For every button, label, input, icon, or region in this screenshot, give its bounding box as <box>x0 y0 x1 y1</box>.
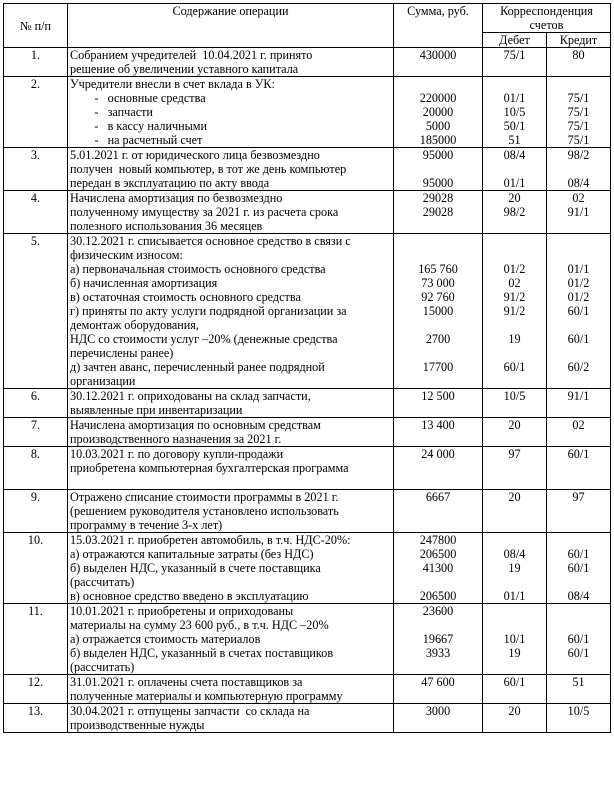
operation-line: Начислена амортизация по основным средствам <box>70 418 321 432</box>
credit-account: 01/1 <box>567 262 590 276</box>
operations-table <box>3 3 611 733</box>
credit-account <box>549 618 608 632</box>
amount-cell <box>394 191 483 234</box>
credit-account <box>549 77 608 91</box>
debit-account: 01/1 <box>503 91 526 105</box>
credit-cell <box>547 389 611 418</box>
row-number: 7. <box>30 418 41 432</box>
credit-account <box>549 219 608 233</box>
debit-account: 97 <box>508 447 521 461</box>
operation-line: Учредители внесли в счет вклада в УК: <box>70 77 275 91</box>
amount-value <box>396 718 480 732</box>
operation-line: производственные нужды <box>70 718 205 732</box>
operation-line: материалы на сумму 23 600 руб., в т.ч. НДС –20% <box>70 618 329 632</box>
credit-account <box>549 162 608 176</box>
row-number-cell <box>4 234 68 389</box>
debit-account: 02 <box>508 276 521 290</box>
amount-value <box>396 62 480 76</box>
credit-account <box>549 432 608 446</box>
row-number: 4. <box>30 191 41 205</box>
debit-account <box>485 346 544 360</box>
amount-value: 73 000 <box>421 276 455 290</box>
row-number: 6. <box>30 389 41 403</box>
credit-cell <box>547 191 611 234</box>
credit-account: 97 <box>572 490 585 504</box>
operation-line: получен новый компьютер, в тот же день компьютер <box>70 162 347 176</box>
credit-account: 75/1 <box>567 119 590 133</box>
operation-line: - на расчетный счет <box>70 133 203 147</box>
operation-line: Начислена амортизация по безвозмездно <box>70 191 283 205</box>
credit-account: 75/1 <box>567 105 590 119</box>
operation-line: (рассчитать) <box>70 575 135 589</box>
amount-value <box>396 234 480 248</box>
operation-content-cell <box>68 418 394 447</box>
credit-account: 01/2 <box>567 276 590 290</box>
debit-account: 10/1 <box>503 632 526 646</box>
credit-account: 08/4 <box>567 589 590 603</box>
debit-account <box>485 318 544 332</box>
operation-content-cell <box>68 533 394 604</box>
table-row <box>4 490 611 533</box>
debit-account: 10/5 <box>503 105 526 119</box>
operation-line: в) остаточная стоимость основного средства <box>70 290 301 304</box>
debit-account <box>485 432 544 446</box>
credit-cell <box>547 418 611 447</box>
debit-account <box>485 62 544 76</box>
amount-cell <box>394 447 483 490</box>
credit-account: 51 <box>572 675 585 689</box>
credit-account <box>549 533 608 547</box>
operation-content-cell <box>68 389 394 418</box>
row-number-cell <box>4 77 68 148</box>
row-number-cell <box>4 533 68 604</box>
row-number-cell <box>4 389 68 418</box>
operation-line: 10.03.2021 г. по договору купли-продажи <box>70 447 284 461</box>
amount-value <box>396 162 480 176</box>
amount-value: 165 760 <box>418 262 458 276</box>
debit-account: 91/2 <box>503 304 526 318</box>
credit-account <box>549 575 608 589</box>
credit-cell <box>547 148 611 191</box>
credit-account: 80 <box>572 48 585 62</box>
debit-account <box>485 689 544 703</box>
amount-cell <box>394 675 483 704</box>
debit-account <box>485 77 544 91</box>
operation-content-cell <box>68 48 394 77</box>
operation-line: передан в эксплуатацию по акту ввода <box>70 176 270 190</box>
credit-account: 91/1 <box>567 389 590 403</box>
amount-value: 24 000 <box>421 447 455 461</box>
amount-cell <box>394 418 483 447</box>
amount-value: 206500 <box>419 589 457 603</box>
operation-line: Отражено списание стоимости программы в 2021 г. <box>70 490 339 504</box>
amount-value <box>396 475 480 489</box>
amount-value: 92 760 <box>421 290 455 304</box>
credit-cell <box>547 704 611 733</box>
amount-cell <box>394 48 483 77</box>
amount-value: 430000 <box>419 48 457 62</box>
table-row <box>4 191 611 234</box>
credit-cell <box>547 48 611 77</box>
row-number-cell <box>4 48 68 77</box>
table-row <box>4 604 611 675</box>
amount-value <box>396 461 480 475</box>
amount-value <box>396 689 480 703</box>
amount-value: 15000 <box>422 304 454 318</box>
amount-value: 29028 <box>422 191 454 205</box>
operation-line: а) отражаются капитальные затраты (без НДС) <box>70 547 314 561</box>
amount-value: 41300 <box>422 561 454 575</box>
credit-account: 08/4 <box>567 176 590 190</box>
table-row <box>4 389 611 418</box>
debit-account: 08/4 <box>503 148 526 162</box>
amount-value <box>396 77 480 91</box>
debit-cell <box>483 704 547 733</box>
credit-account <box>549 718 608 732</box>
credit-account <box>549 660 608 674</box>
debit-account <box>485 475 544 489</box>
row-number-cell <box>4 148 68 191</box>
credit-account <box>549 374 608 388</box>
debit-account <box>485 718 544 732</box>
debit-account: 20 <box>508 191 521 205</box>
debit-account: 19 <box>508 561 521 575</box>
operations-body <box>4 48 611 733</box>
debit-account <box>485 374 544 388</box>
operations-sheet <box>3 3 610 733</box>
operation-line: Собранием учредителей 10.04.2021 г. принято <box>70 48 313 62</box>
operation-line: 5.01.2021 г. от юридического лица безвозмездно <box>70 148 320 162</box>
row-number: 12. <box>27 675 44 689</box>
operation-line: физическим износом: <box>70 248 183 262</box>
debit-cell <box>483 191 547 234</box>
amount-value <box>396 504 480 518</box>
credit-account <box>549 248 608 262</box>
operation-line: г) приняты по акту услуги подрядной организации за <box>70 304 347 318</box>
amount-value <box>396 346 480 360</box>
credit-account: 91/1 <box>567 205 590 219</box>
amount-value: 185000 <box>419 133 457 147</box>
operation-line: 30.04.2021 г. отпущены запчасти со склада на <box>70 704 310 718</box>
amount-value: 20000 <box>422 105 454 119</box>
row-number-cell <box>4 191 68 234</box>
row-number-cell <box>4 447 68 490</box>
amount-value <box>396 618 480 632</box>
debit-cell <box>483 533 547 604</box>
amount-value: 29028 <box>422 205 454 219</box>
amount-value: 247800 <box>419 533 457 547</box>
amount-value: 2700 <box>425 332 451 346</box>
debit-cell <box>483 675 547 704</box>
debit-cell <box>483 77 547 148</box>
row-number-cell <box>4 704 68 733</box>
amount-value: 95000 <box>422 148 454 162</box>
operation-content-cell <box>68 191 394 234</box>
amount-cell <box>394 148 483 191</box>
table-row <box>4 234 611 389</box>
debit-account: 20 <box>508 490 521 504</box>
row-number: 3. <box>30 148 41 162</box>
amount-cell <box>394 533 483 604</box>
debit-account <box>485 518 544 532</box>
amount-value: 206500 <box>419 547 457 561</box>
amount-value <box>396 575 480 589</box>
credit-account <box>549 461 608 475</box>
debit-account: 91/2 <box>503 290 526 304</box>
debit-cell <box>483 389 547 418</box>
operation-line: (рассчитать) <box>70 660 135 674</box>
debit-cell <box>483 447 547 490</box>
amount-value: 13 400 <box>421 418 455 432</box>
header-correspondence: Корреспонденция счетов <box>483 4 611 33</box>
credit-account: 75/1 <box>567 91 590 105</box>
debit-account <box>485 162 544 176</box>
operation-line <box>70 475 391 489</box>
credit-cell <box>547 675 611 704</box>
debit-account <box>485 575 544 589</box>
amount-value: 95000 <box>422 176 454 190</box>
table-row <box>4 148 611 191</box>
amount-cell <box>394 389 483 418</box>
debit-account: 19 <box>508 646 521 660</box>
amount-cell <box>394 704 483 733</box>
operation-line: б) выделен НДС, указанный в счетах поставщиков <box>70 646 334 660</box>
credit-account: 10/5 <box>567 704 590 718</box>
debit-account: 50/1 <box>503 119 526 133</box>
row-number: 10. <box>27 533 44 547</box>
credit-account <box>549 475 608 489</box>
header-credit: Кредит <box>547 33 611 48</box>
operation-line: 15.03.2021 г. приобретен автомобиль, в т.ч. НДС-20%: <box>70 533 351 547</box>
amount-value <box>396 248 480 262</box>
amount-value: 19667 <box>422 632 454 646</box>
debit-account <box>485 660 544 674</box>
operation-line: - основные средства <box>70 91 206 105</box>
amount-value <box>396 374 480 388</box>
header-debit: Дебет <box>483 33 547 48</box>
operation-line: 30.12.2021 г. оприходованы на склад запчасти, <box>70 389 311 403</box>
amount-value <box>396 432 480 446</box>
operation-content-cell <box>68 675 394 704</box>
credit-account: 60/1 <box>567 547 590 561</box>
operation-line: НДС со стоимости услуг –20% (денежные средства <box>70 332 338 346</box>
operation-line: 31.01.2021 г. оплачены счета поставщиков за <box>70 675 303 689</box>
header-number: № п/п <box>4 4 68 48</box>
credit-account <box>549 689 608 703</box>
amount-value <box>396 518 480 532</box>
debit-account: 60/1 <box>503 360 526 374</box>
operation-line: решение об увеличении уставного капитала <box>70 62 299 76</box>
operation-content-cell <box>68 77 394 148</box>
amount-value <box>396 318 480 332</box>
amount-value: 5000 <box>425 119 451 133</box>
table-row <box>4 675 611 704</box>
credit-account: 60/2 <box>567 360 590 374</box>
header-content: Содержание операции <box>68 4 394 48</box>
operation-content-cell <box>68 604 394 675</box>
credit-account <box>549 234 608 248</box>
operation-line: а) первоначальная стоимость основного средства <box>70 262 326 276</box>
row-number-cell <box>4 418 68 447</box>
debit-cell <box>483 48 547 77</box>
amount-value <box>396 660 480 674</box>
row-number: 13. <box>27 704 44 718</box>
credit-cell <box>547 490 611 533</box>
operation-content-cell <box>68 148 394 191</box>
credit-account <box>549 318 608 332</box>
credit-account <box>549 604 608 618</box>
debit-cell <box>483 234 547 389</box>
credit-account: 60/1 <box>567 646 590 660</box>
amount-value <box>396 403 480 417</box>
credit-account: 98/2 <box>567 148 590 162</box>
credit-cell <box>547 533 611 604</box>
operation-content-cell <box>68 234 394 389</box>
credit-account <box>549 403 608 417</box>
credit-cell <box>547 234 611 389</box>
debit-account <box>485 234 544 248</box>
debit-account <box>485 504 544 518</box>
debit-account: 01/1 <box>503 176 526 190</box>
debit-account: 08/4 <box>503 547 526 561</box>
operation-line: программу в течение 3-х лет) <box>70 518 223 532</box>
operation-line: выявленные при инвентаризации <box>70 403 243 417</box>
amount-value: 23600 <box>422 604 454 618</box>
operation-line: перечислены ранее) <box>70 346 174 360</box>
debit-cell <box>483 418 547 447</box>
debit-account <box>485 461 544 475</box>
amount-value: 3000 <box>425 704 451 718</box>
operation-content-cell <box>68 490 394 533</box>
row-number: 5. <box>30 234 41 248</box>
debit-account: 19 <box>508 332 521 346</box>
operation-line: 10.01.2021 г. приобретены и оприходованы <box>70 604 294 618</box>
debit-cell <box>483 148 547 191</box>
amount-value: 220000 <box>419 91 457 105</box>
operation-line: производственного назначения за 2021 г. <box>70 432 282 446</box>
amount-value: 12 500 <box>421 389 455 403</box>
debit-account: 01/2 <box>503 262 526 276</box>
operation-line: приобретена компьютерная бухгалтерская программа <box>70 461 349 475</box>
debit-account <box>485 618 544 632</box>
table-row <box>4 533 611 604</box>
debit-account: 10/5 <box>503 389 526 403</box>
debit-account: 75/1 <box>503 48 526 62</box>
debit-account: 98/2 <box>503 205 526 219</box>
amount-cell <box>394 77 483 148</box>
debit-account: 20 <box>508 418 521 432</box>
operation-line: 30.12.2021 г. списывается основное средство в связи с <box>70 234 351 248</box>
debit-account <box>485 604 544 618</box>
credit-account: 02 <box>572 418 585 432</box>
operation-line: полезного использования 36 месяцев <box>70 219 263 233</box>
row-number: 11. <box>28 604 43 618</box>
credit-account <box>549 62 608 76</box>
debit-account <box>485 248 544 262</box>
credit-account: 60/1 <box>567 304 590 318</box>
amount-value: 6667 <box>425 490 451 504</box>
operation-content-cell <box>68 704 394 733</box>
table-row <box>4 704 611 733</box>
debit-account: 51 <box>508 133 521 147</box>
table-row <box>4 48 611 77</box>
amount-value: 3933 <box>425 646 451 660</box>
credit-account: 60/1 <box>567 632 590 646</box>
operation-line: полученному имуществу за 2021 г. из расчета срока <box>70 205 339 219</box>
debit-account <box>485 403 544 417</box>
row-number: 1. <box>30 48 41 62</box>
debit-account: 60/1 <box>503 675 526 689</box>
amount-cell <box>394 604 483 675</box>
table-row <box>4 447 611 490</box>
amount-value: 17700 <box>422 360 454 374</box>
debit-account <box>485 533 544 547</box>
operation-line: в) основное средство введено в эксплуатацию <box>70 589 309 603</box>
debit-cell <box>483 604 547 675</box>
credit-cell <box>547 604 611 675</box>
debit-account: 01/1 <box>503 589 526 603</box>
amount-cell <box>394 234 483 389</box>
operation-line: - в кассу наличными <box>70 119 208 133</box>
operation-line: демонтаж оборудования, <box>70 318 199 332</box>
credit-account: 02 <box>572 191 585 205</box>
table-row <box>4 418 611 447</box>
amount-value <box>396 219 480 233</box>
credit-cell <box>547 77 611 148</box>
table-row <box>4 77 611 148</box>
operation-line: а) отражается стоимость материалов <box>70 632 261 646</box>
operation-line: (решением руководителя установлено использовать <box>70 504 339 518</box>
row-number: 8. <box>30 447 41 461</box>
operation-line: - запчасти <box>70 105 153 119</box>
operation-line: б) выделен НДС, указанный в счете поставщика <box>70 561 321 575</box>
credit-account: 60/1 <box>567 447 590 461</box>
row-number: 9. <box>30 490 41 504</box>
amount-value: 47 600 <box>421 675 455 689</box>
operation-line: полученные материалы и компьютерную программу <box>70 689 343 703</box>
operation-line: организации <box>70 374 136 388</box>
credit-account <box>549 518 608 532</box>
row-number-cell <box>4 604 68 675</box>
debit-account <box>485 219 544 233</box>
credit-account <box>549 504 608 518</box>
row-number: 2. <box>30 77 41 91</box>
debit-account: 20 <box>508 704 521 718</box>
amount-cell <box>394 490 483 533</box>
credit-account: 60/1 <box>567 332 590 346</box>
operation-content-cell <box>68 447 394 490</box>
header-amount: Сумма, руб. <box>394 4 483 48</box>
debit-cell <box>483 490 547 533</box>
credit-cell <box>547 447 611 490</box>
operation-line: д) зачтен аванс, перечисленный ранее подрядной <box>70 360 325 374</box>
credit-account: 01/2 <box>567 290 590 304</box>
credit-account: 75/1 <box>567 133 590 147</box>
credit-account <box>549 346 608 360</box>
row-number-cell <box>4 675 68 704</box>
row-number-cell <box>4 490 68 533</box>
operation-line: б) начисленная амортизация <box>70 276 218 290</box>
credit-account: 60/1 <box>567 561 590 575</box>
